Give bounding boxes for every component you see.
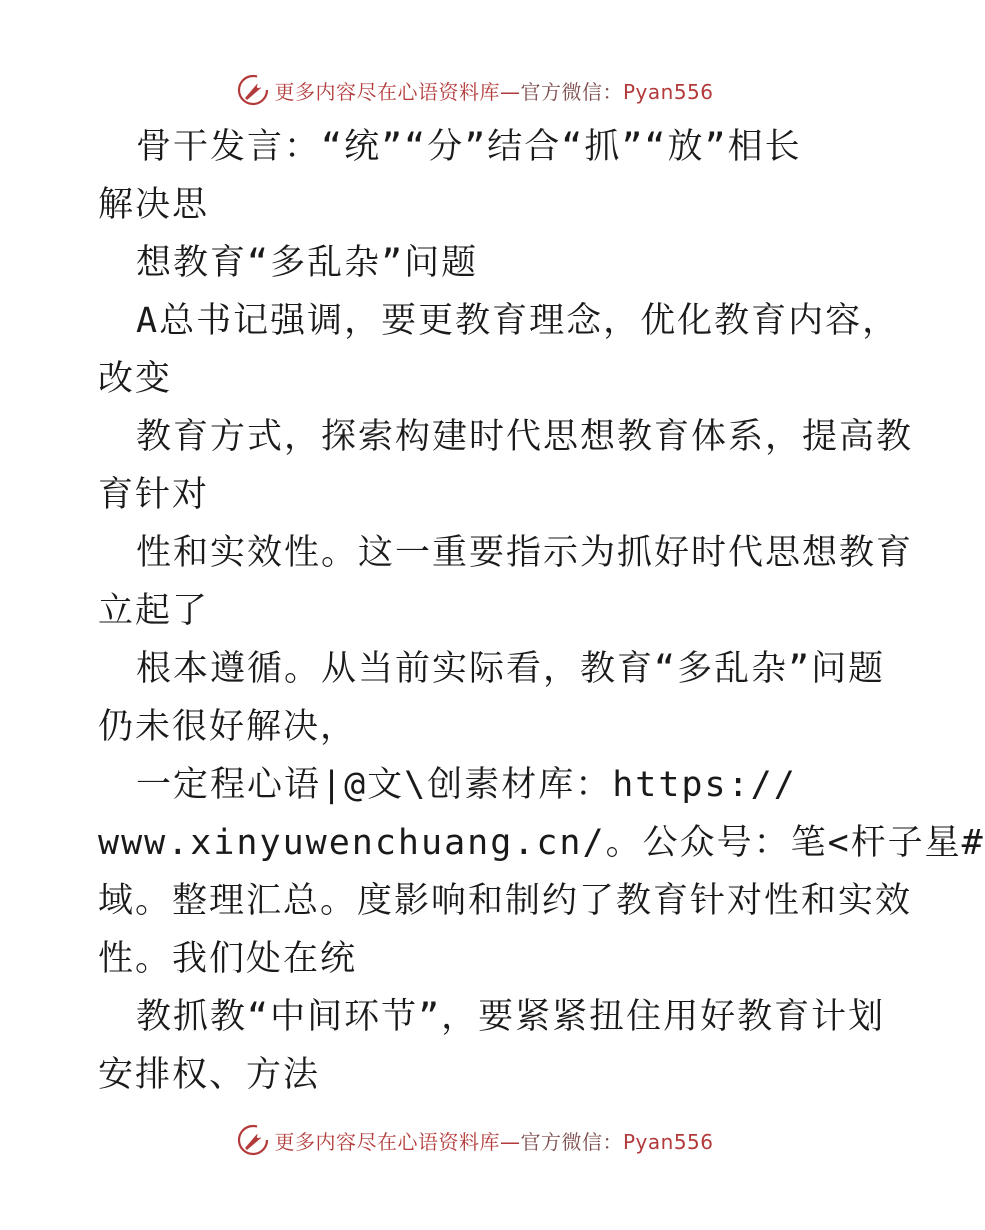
text-line: 性。我们处在统 (98, 939, 358, 979)
footer-promo (274, 1126, 713, 1155)
text-line: 教育方式，探索构建时代思想教育体系，提高教 (136, 417, 914, 457)
text-line: 一定程心语|@文\创素材库：https:// (136, 765, 797, 805)
text-line: 立起了 (98, 591, 210, 631)
text-line: 域。整理汇总。度影响和制约了教育针对性和实效 (98, 881, 913, 921)
text-line: A总书记强调，要更教育理念，优化教育内容， (136, 301, 900, 341)
pen-nib-logo-icon (236, 73, 270, 107)
text-line: 骨干发言：“统”“分”结合“抓”“放”相长 (136, 127, 802, 167)
footer-wechat-label: 官方微信： (520, 1129, 623, 1154)
header-banner (0, 70, 950, 110)
pen-nib-logo-icon (236, 1123, 270, 1157)
text-line: 性和实效性。这一重要指示为抓好时代思想教育 (136, 533, 914, 573)
text-line: www.xinyuwenchuang.cn/。公众号：笔<杆子星# (98, 823, 985, 863)
header-wechat-label: 官方微信： (520, 79, 623, 104)
header-wechat-id: Pyan556 (622, 79, 714, 104)
header-promo-text: 更多内容尽在心语资料库 (274, 79, 500, 104)
text-line: 根本遵循。从当前实际看，教育“多乱杂”问题 (136, 649, 886, 689)
header-promo (274, 76, 713, 105)
footer-promo-text: 更多内容尽在心语资料库 (274, 1129, 500, 1154)
text-line: 教抓教“中间环节”，要紧紧扭住用好教育计划 (136, 997, 886, 1037)
header-dash: — (499, 79, 521, 104)
footer-wechat-id: Pyan556 (622, 1129, 714, 1154)
text-line: 育针对 (98, 475, 210, 515)
document-body (98, 118, 985, 1104)
text-line: 解决思 (98, 185, 210, 225)
text-line: 仍未很好解决， (98, 707, 358, 747)
text-line: 安排权、方法 (98, 1055, 321, 1095)
text-line: 改变 (98, 359, 173, 399)
footer-dash: — (499, 1129, 521, 1154)
text-line: 想教育“多乱杂”问题 (136, 243, 479, 283)
footer-banner (0, 1120, 950, 1160)
